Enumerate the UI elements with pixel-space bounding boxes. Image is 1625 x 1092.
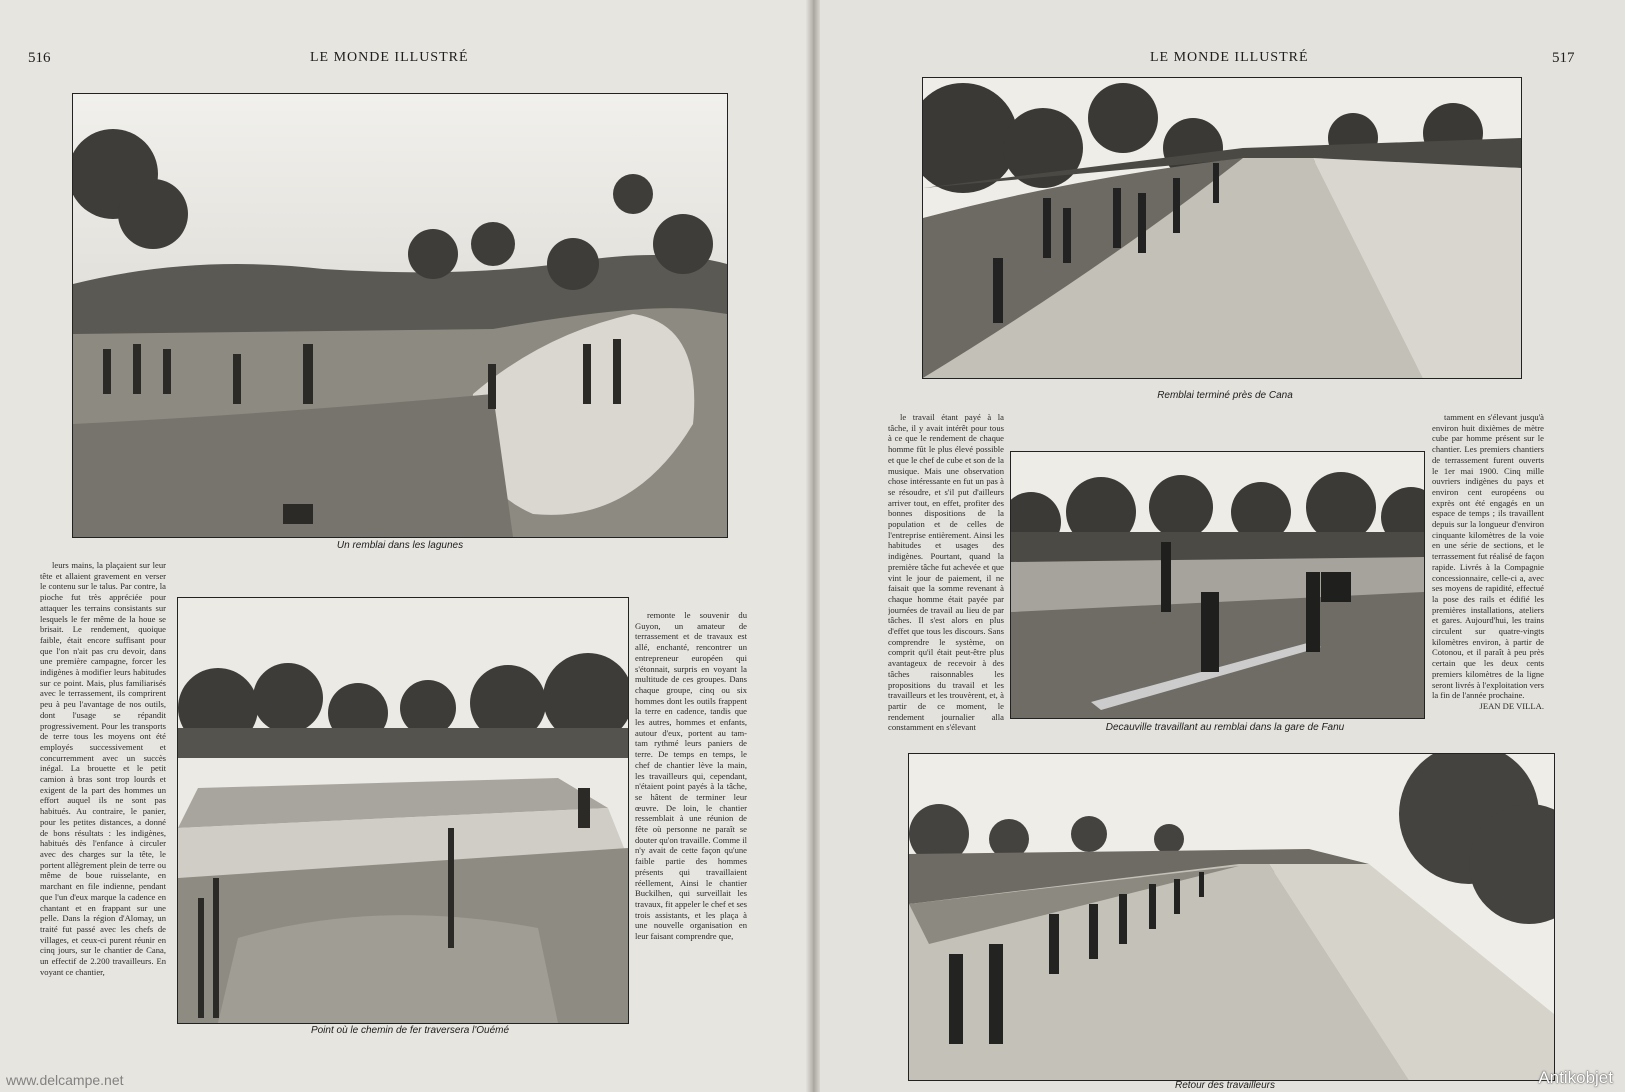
left-running-title: LE MONDE ILLUSTRÉ — [310, 50, 469, 65]
article-column-2 — [635, 610, 747, 1065]
right-page-number: 517 — [1552, 50, 1575, 66]
column-2-text: remonte le souvenir du Guyon, un amateur de terrassement et de travaux est allé, enchanté, rencontrer un entrepreneur européen qui s'étonnait, surpris en voyant la multitude de ces groupes. Dans chaque groupe, cinq ou six hommes dont les outils frappent la terre en cadence, tandis que les autres, hommes et enfants, autour d'eux, portent au tam-tam rythmé leurs paniers de terre. De temps en temps, le chef de chantier lève la main, les travailleurs qui, cependant, n'étaient point payés à la tâche, se hâtent de terminer leur œuvre. De loin, le chantier ressemblait à une réunion de fête où personne ne paraît se douter qu'on travaille. Comme il n'y avait de cette façon qu'une faible partie des hommes présents qui travaillaient réellement, Ainsi le chantier Buckilhen, qui surveillait les travaux, fit appeler le chef et ses trois assistants, et les plaça à une nouvelle organisation en leur faisant comprendre que, — [635, 610, 747, 942]
caption-retour: Retour des travailleurs — [1174, 1080, 1276, 1091]
left-page-number: 516 — [28, 50, 51, 66]
caption-cana: Remblai terminé près de Cana — [1157, 390, 1293, 401]
article-column-1 — [40, 560, 166, 1060]
watermark-delcampe: www.delcampe.net — [6, 1072, 124, 1088]
column-1-text: leurs mains, la plaçaient sur leur tête et allaient gravement en verser le contenu sur le talus. Par contre, la pioche fut très appréciée pour attaquer les terrains consistants sur lesquels le fer même de la houe se brisait. Le rendement, quoique faible, était encore suffisant pour que l'on n'ait pas cru devoir, dans une première campagne, forcer les indigènes à modifier leurs habitudes sur ce point. Mais, plus familiarisés avec le terrassement, ils comprirent peu à peu l'avantage de nos outils, dont l'usage se répandit progressivement. Pour les transports de terre tous les moyens ont été employés successivement et concurremment avec un succès inégal. La brouette et le petit camion à bras sont trop lourds et exigent de la part des hommes un effort auquel ils ne sont pas habitués. Au contraire, le panier, pour les petites distances, a donné de bons résultats : les indigènes, habitués dès l'enfance à circuler avec des charges sur la tête, le portent allègrement plein de terre ou même de boue ruisselante, en marchant en file indienne, pendant que l'un d'eux marque la cadence en chantant et en frappant sur une pelle. Dans la région d'Alomay, un traité fut passé avec les chefs de villages, et ceux-ci purent réunir en cinq jours, sur le chantier de Cana, un effectif de 2.200 travailleurs. En voyant ce chantier, — [40, 560, 166, 977]
photo-cana — [922, 77, 1522, 379]
article-signature: JEAN DE VILLA. — [1479, 700, 1544, 711]
caption-lagunes: Un remblai dans les lagunes — [336, 540, 464, 551]
article-column-3 — [888, 412, 1004, 752]
column-4-text: tamment en s'élevant jusqu'à environ huit dixièmes de mètre cube par homme présent sur le chantier. Les premiers chantiers de terrassement furent ouverts le 1er mai 1900. Cinq mille ouvriers indigènes du pays et environ cent européens ou exprès ont été engagés en un espace de temps ; ils travaillent depuis sur la longueur d'environ cinquante kilomètres de la voie en une série de sections, et le terrassement fut réalisé de façon rapide. Livrés à la Compagnie concessionnaire, celle-ci a, avec ses moyens de rapidité, effectué la pose des rails et édifié les premières installations, ateliers et gares. Aujourd'hui, les trains circulent sur quatre-vingts kilomètres environ, à partir de Cotonou, et il paraît à peu près certain que les deux cents premiers kilomètres de la ligne seront livrés à l'exploitation vers la fin de l'année prochaine. — [1432, 412, 1544, 701]
caption-oueme: Point où le chemin de fer traversera l'Ouémé — [310, 1025, 510, 1036]
page-gutter — [806, 0, 820, 1092]
caption-decauville: Decauville travaillant au remblai dans la gare de Fanu — [1105, 722, 1345, 733]
photo-retour — [908, 753, 1555, 1081]
watermark-antikobjet: Antikobjet — [1538, 1068, 1613, 1087]
photo-oueme — [177, 597, 629, 1024]
article-column-4 — [1432, 412, 1544, 742]
column-3-text: le travail étant payé à la tâche, il y avait intérêt pour tous à ce que le rendement de chaque homme fût le plus élevé possible et que le chef de cube et son de la musique. Mais une observation chose intéressante en fut un pas à se résoudre, et s'il put d'ailleurs arriver tout, en effet, profiter des bonnes dispositions de la population et de celles de l'entreprise entièrement. Ainsi les habitudes et usages des indigènes. Pourtant, quand la première tâche fut achevée et que vint le jour de paiement, il ne faisait que la somme revenant à chaque homme était payée par journées de travail au lieu de par tâches. Il s'est alors en plus d'effet que tous les discours. Sans comprendre le système, on comprit qu'il était peut-être plus avantageux de recevoir à des tâches raisonnables les propositions du travail et les travailleurs et les trouvèrent, et, à partir de ce moment, le rendement journalier alla constamment en s'élevant — [888, 412, 1004, 733]
right-running-title: LE MONDE ILLUSTRÉ — [1150, 50, 1309, 65]
photo-lagunes — [72, 93, 728, 538]
photo-decauville — [1010, 451, 1425, 719]
